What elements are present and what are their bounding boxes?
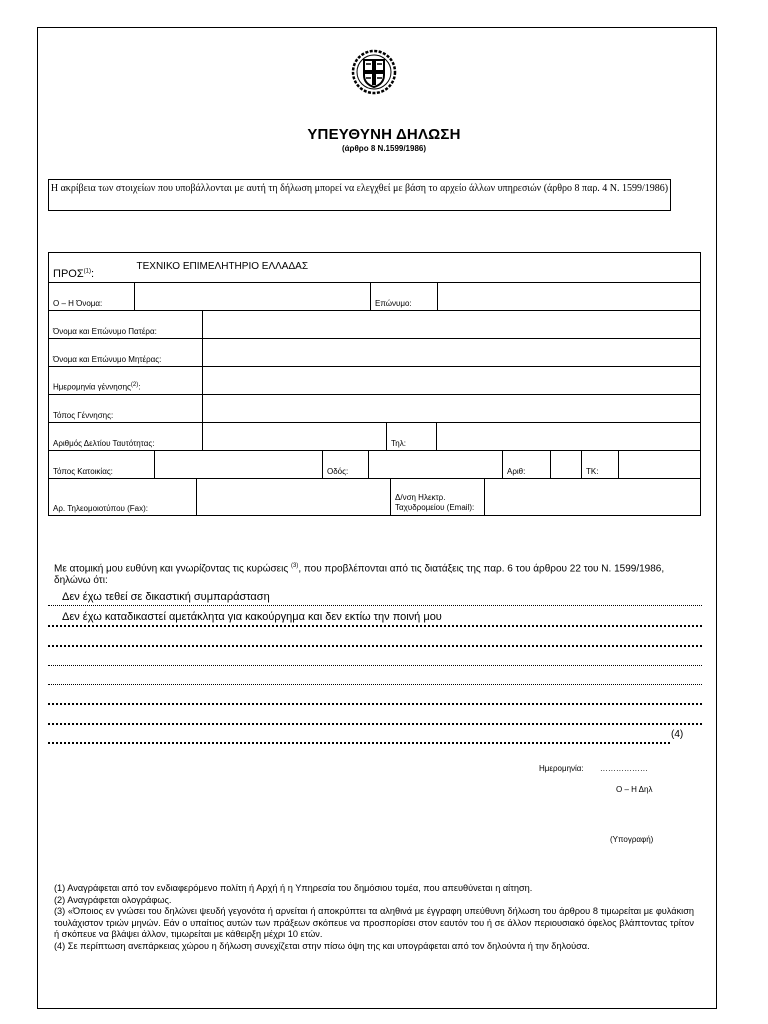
fax-field[interactable]	[197, 479, 391, 516]
declaration-line-1[interactable]: Δεν έχω τεθεί σε δικαστική συμπαράσταση	[62, 591, 270, 603]
birthplace-field[interactable]	[203, 395, 701, 423]
postcode-label: ΤΚ:	[582, 451, 619, 479]
dotted-line	[48, 624, 702, 627]
footnote-1: (1) Αναγράφεται από τον ενδιαφερόμενο πολίτη ή Αρχή ή η Υπηρεσία του δημόσιου τομέα, που απευθύνεται η αίτηση.	[54, 883, 533, 893]
birthdate-field[interactable]	[203, 367, 701, 395]
id-table	[48, 422, 701, 451]
footnote-ref-4: (4)	[671, 729, 684, 740]
residence-field[interactable]	[155, 451, 323, 479]
page-frame	[37, 27, 717, 1009]
fax-label: Αρ. Τηλεομοιοτύπου (Fax):	[49, 479, 197, 516]
birthdate-label: Ημερομηνία γέννησης$^{(2)}$:	[49, 367, 203, 395]
last-name-label: Επώνυμο:	[371, 283, 438, 311]
father-name-field[interactable]	[203, 311, 701, 339]
declaration-intro: Με ατομική μου ευθύνη και γνωρίζοντας τις κυρώσεις $^{(3)}$, που προβλέπονται από τις διατάξεις της παρ. 6 του άρθρου 22 του Ν. 1599/1986, δηλώνω ότι:	[54, 563, 665, 587]
mother-name-label: Όνομα και Επώνυμο Μητέρας:	[49, 339, 203, 367]
number-label: Αριθ:	[503, 451, 551, 479]
email-field[interactable]	[485, 479, 701, 516]
phone-label: Τηλ:	[387, 423, 437, 451]
recipient-table	[48, 252, 701, 283]
street-label: Οδός:	[323, 451, 369, 479]
signer-label: Ο – Η Δηλ	[616, 785, 653, 794]
personal-details-table	[48, 282, 701, 311]
dotted-line[interactable]	[48, 644, 702, 647]
father-name-label: Όνομα και Επώνυμο Πατέρα:	[49, 311, 203, 339]
recipient-label: ΠΡΟΣ$^{(1)}$:	[49, 253, 133, 283]
postcode-field[interactable]	[619, 451, 701, 479]
contact-table	[48, 478, 701, 516]
declaration-line-2[interactable]: Δεν έχω καταδικαστεί αμετάκλητα για κακούργημα και δεν εκτίω την ποινή μου	[62, 611, 442, 623]
dotted-line[interactable]	[48, 702, 702, 705]
recipient-value: ΤΕΧΝΙΚΟ ΕΠΙΜΕΛΗΤΗΡΙΟ ΕΛΛΑΔΑΣ	[133, 253, 701, 283]
verification-notice: Η ακρίβεια των στοιχείων που υποβάλλονται με αυτή τη δήλωση μπορεί να ελεγχθεί με βάση το αρχείο άλλων υπηρεσιών (άρθρο 8 παρ. 4 Ν. 1599/1986)	[48, 179, 671, 211]
dotted-line[interactable]	[48, 664, 702, 666]
date-value[interactable]: ………………	[599, 764, 648, 773]
footnote-4: (4) Σε περίπτωση ανεπάρκειας χώρου η δήλωση συνεχίζεται στην πίσω όψη της και υπογράφεται από τον δηλούντα ή την δηλούσα.	[54, 940, 590, 951]
address-table	[48, 450, 701, 479]
id-number-field[interactable]	[203, 423, 387, 451]
dotted-line	[48, 604, 702, 606]
footnotes	[54, 883, 694, 952]
parents-table	[48, 310, 701, 423]
first-name-field[interactable]	[135, 283, 371, 311]
mother-name-field[interactable]	[203, 339, 701, 367]
signature-label: (Υπογραφή)	[610, 835, 654, 844]
residence-label: Τόπος Κατοικίας:	[49, 451, 155, 479]
date-label: Ημερομηνία:	[539, 764, 584, 773]
date-row	[539, 764, 648, 773]
id-number-label: Αριθμός Δελτίου Ταυτότητας:	[49, 423, 203, 451]
footnote-2: (2) Αναγράφεται ολογράφως.	[54, 894, 172, 905]
first-name-label: Ο – Η Όνομα:	[49, 283, 135, 311]
email-label: Δ/νση Ηλεκτρ. Ταχυδρομείου (Email):	[391, 479, 485, 516]
form-title: ΥΠΕΥΘΥΝΗ ΔΗΛΩΣΗ	[307, 126, 461, 143]
last-name-field[interactable]	[438, 283, 701, 311]
birthplace-label: Τόπος Γέννησης:	[49, 395, 203, 423]
dotted-line[interactable]	[48, 741, 670, 744]
number-field[interactable]	[551, 451, 582, 479]
dotted-line[interactable]	[48, 683, 702, 685]
street-field[interactable]	[369, 451, 503, 479]
greek-coat-of-arms-icon	[349, 47, 399, 97]
form-subtitle: (άρθρο 8 Ν.1599/1986)	[341, 144, 427, 153]
phone-field[interactable]	[437, 423, 701, 451]
footnote-3: (3) «Όποιος εν γνώσει του δηλώνει ψευδή γεγονότα ή αρνείται ή αποκρύπτει τα αληθινά με έγγραφη υπεύθυνη δήλωση του άρθρου 8 τιμωρείται με φυλάκιση τουλάχιστον τριών μηνών. Εάν ο υπαίτιος αυτών των πράξεων σκόπευε να προσπορίσει στον εαυτόν του ή σε άλλον περιουσιακό όφελος βλάπτοντας τρίτον ή σκόπευε να βλάψει άλλον, τιμωρείται με κάθειρξη μέχρι 10 ετών.	[54, 906, 694, 939]
dotted-line[interactable]	[48, 722, 702, 725]
